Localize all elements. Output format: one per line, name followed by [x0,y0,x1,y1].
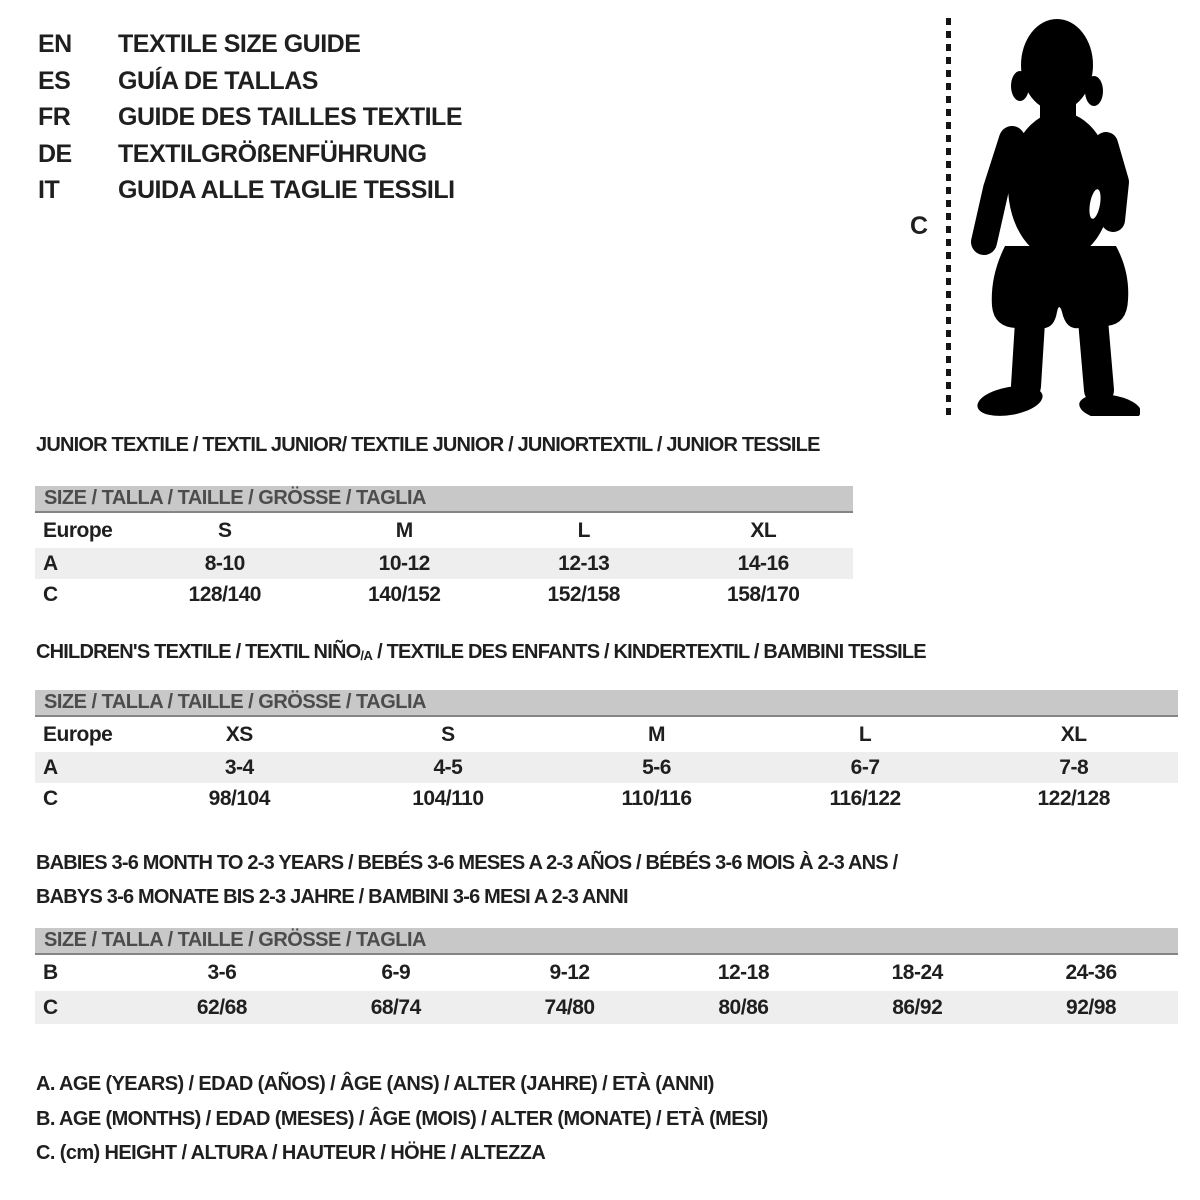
children-heading-prefix: CHILDREN'S TEXTILE / TEXTIL NIÑO [36,641,361,663]
region-label: Europe [43,518,113,542]
guide-title: GUIDA ALLE TAGLIE TESSILI [118,176,455,205]
size-header-cell: M [395,518,413,542]
children-heading-sub: /A [360,648,373,663]
size-header-bar: SIZE / TALLA / TAILLE / GRÖSSE / TAGLIA [35,928,1178,955]
value-cell: 12-18 [717,961,770,984]
size-header-cell: XL [750,518,777,542]
value-cell: 6-9 [381,961,411,984]
guide-title: TEXTILE SIZE GUIDE [118,30,361,58]
size-header-bar: SIZE / TALLA / TAILLE / GRÖSSE / TAGLIA [35,486,853,513]
table-row-europe [35,513,853,548]
value-cell: 92/98 [1066,995,1117,1019]
row-label: C [43,786,58,810]
children-heading-suffix: / TEXTILE DES ENFANTS / KINDERTEXTIL / BAMBINI TESSILE [372,641,926,663]
table-row-height [35,579,853,610]
value-cell: 12-13 [558,551,610,575]
row-label: B [43,961,58,984]
language-row [38,63,462,100]
babies-section-heading [36,846,897,914]
value-cell: 18-24 [891,961,943,984]
junior-section-heading: JUNIOR TEXTILE / TEXTIL JUNIOR/ TEXTILE JUNIOR / JUNIORTEXTIL / JUNIOR TESSILE [36,434,820,456]
children-section-heading [36,641,926,664]
table-row-height [35,783,1178,814]
legend-line-a: A. AGE (YEARS) / EDAD (AÑOS) / ÂGE (ANS) / ALTER (JAHRE) / ETÀ (ANNI) [36,1073,714,1095]
children-size-table [35,690,1178,814]
value-cell: 62/68 [196,995,247,1019]
row-label: C [43,995,58,1019]
babies-heading-line1: BABIES 3-6 MONTH TO 2-3 YEARS / BEBÉS 3-6 MESES A 2-3 AÑOS / BÉBÉS 3-6 MOIS À 2-3 ANS / [36,852,898,874]
size-header-cell: M [647,722,665,746]
language-row [38,172,462,209]
value-cell: 4-5 [433,755,463,779]
value-cell: 122/128 [1037,786,1110,810]
value-cell: 110/116 [621,786,692,810]
size-header-cell: L [858,722,872,746]
language-code: FR [38,103,71,132]
size-header-cell: XL [1060,722,1087,746]
row-label: A [43,755,58,779]
table-row-age-months [35,955,1178,991]
value-cell: 8-10 [204,551,245,575]
size-header-bar: SIZE / TALLA / TAILLE / GRÖSSE / TAGLIA [35,690,1178,717]
value-cell: 9-12 [549,961,590,984]
guide-title: GUIDE DES TAILLES TEXTILE [118,103,463,132]
value-cell: 3-6 [207,961,237,984]
row-label: A [43,551,58,575]
language-row [38,136,462,173]
size-header-cell: XS [225,722,253,746]
legend [36,1067,768,1171]
table-row-age [35,548,853,579]
height-measure-label: C [910,212,929,240]
size-header-cell: S [441,722,455,746]
size-header-cell: L [577,518,590,542]
value-cell: 3-4 [224,755,254,779]
language-row [38,26,462,63]
guide-title: TEXTILGRÖßENFÜHRUNG [118,139,427,168]
value-cell: 14-16 [737,551,789,575]
value-cell: 128/140 [188,582,261,606]
language-row [38,99,462,136]
value-cell: 98/104 [208,786,270,810]
language-code: DE [38,139,72,168]
region-label: Europe [43,722,113,746]
value-cell: 10-12 [378,551,430,575]
table-row-europe [35,717,1178,752]
value-cell: 24-36 [1065,961,1117,984]
guide-title: GUÍA DE TALLAS [118,66,318,95]
size-header-cell: S [217,518,232,542]
value-cell: 68/74 [370,995,421,1019]
junior-size-table [35,486,853,610]
table-row-height [35,991,1178,1024]
value-cell: 80/86 [718,995,769,1019]
value-cell: 140/152 [368,582,441,606]
height-dashed-line [946,18,951,416]
row-label: C [43,582,58,606]
language-code: IT [38,176,60,205]
value-cell: 6-7 [850,755,880,779]
value-cell: 74/80 [544,995,595,1019]
value-cell: 152/158 [547,582,620,606]
language-code: ES [38,66,71,95]
value-cell: 104/110 [412,786,484,810]
language-code: EN [38,30,72,58]
value-cell: 86/92 [892,995,943,1019]
babies-heading-line2: BABYS 3-6 MONATE BIS 2-3 JAHRE / BAMBINI 3-6 MESI A 2-3 ANNI [36,886,628,908]
toddler-silhouette-icon [960,14,1140,416]
babies-size-table [35,928,1178,1024]
legend-line-b: B. AGE (MONTHS) / EDAD (MESES) / ÂGE (MOIS) / ALTER (MONATE) / ETÀ (MESI) [36,1107,768,1130]
language-list [38,26,462,209]
value-cell: 7-8 [1059,755,1089,779]
table-row-age [35,752,1178,783]
value-cell: 5-6 [642,755,671,779]
value-cell: 158/170 [727,582,800,606]
legend-line-c: C. (cm) HEIGHT / ALTURA / HAUTEUR / HÖHE / ALTEZZA [36,1142,546,1165]
value-cell: 116/122 [829,786,901,810]
